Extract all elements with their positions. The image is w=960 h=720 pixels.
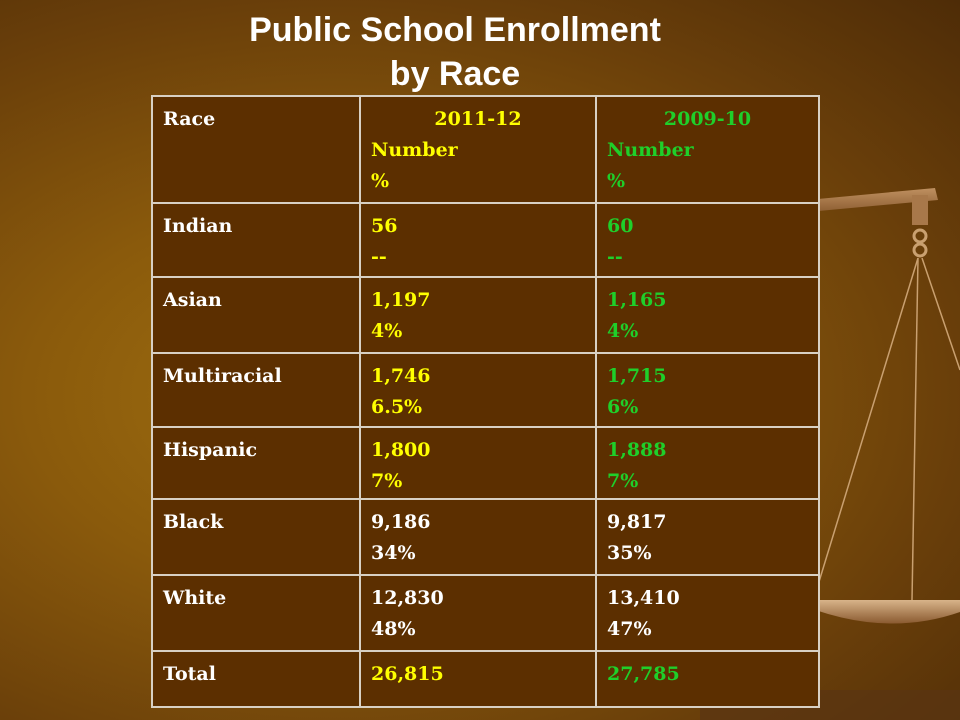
header-2011-number: Number — [371, 139, 458, 161]
page-title — [150, 8, 760, 96]
table-row — [152, 499, 819, 575]
header-row — [152, 96, 819, 203]
race-cell: Black — [152, 499, 360, 575]
enrollment-table — [151, 95, 820, 708]
title-line-1: Public School Enrollment — [249, 11, 661, 49]
value-2011-cell: 12,830 48% — [360, 575, 596, 651]
table-row — [152, 203, 819, 277]
header-2011 — [360, 96, 596, 203]
value-2009-cell: 1,888 7% — [596, 427, 819, 499]
value-2009-cell: 60 -- — [596, 203, 819, 277]
value-2009-cell: 1,165 4% — [596, 277, 819, 353]
race-cell: Multiracial — [152, 353, 360, 427]
value-2011-cell: 1,746 6.5% — [360, 353, 596, 427]
header-2009 — [596, 96, 819, 203]
value-2011-cell: 1,800 7% — [360, 427, 596, 499]
header-2011-year: 2011-12 — [434, 108, 522, 130]
header-2009-number: Number — [607, 139, 694, 161]
table-row — [152, 277, 819, 353]
table-row — [152, 575, 819, 651]
race-cell: Indian — [152, 203, 360, 277]
table-row — [152, 353, 819, 427]
value-2011-cell: 1,197 4% — [360, 277, 596, 353]
header-race: Race — [152, 96, 360, 203]
header-2009-pct: % — [607, 170, 626, 192]
value-2009-cell: 1,715 6% — [596, 353, 819, 427]
race-cell: Asian — [152, 277, 360, 353]
race-cell: Total — [152, 651, 360, 707]
value-2009-cell: 9,817 35% — [596, 499, 819, 575]
value-2011-cell: 9,186 34% — [360, 499, 596, 575]
value-2009-cell: 13,410 47% — [596, 575, 819, 651]
race-cell: White — [152, 575, 360, 651]
value-2009-cell: 27,785 — [596, 651, 819, 707]
title-line-2: by Race — [389, 55, 521, 93]
header-2011-pct: % — [371, 170, 390, 192]
table-row-total — [152, 651, 819, 707]
race-cell: Hispanic — [152, 427, 360, 499]
table-row — [152, 427, 819, 499]
value-2011-cell: 56 -- — [360, 203, 596, 277]
header-2009-year: 2009-10 — [663, 108, 752, 130]
value-2011-cell: 26,815 — [360, 651, 596, 707]
